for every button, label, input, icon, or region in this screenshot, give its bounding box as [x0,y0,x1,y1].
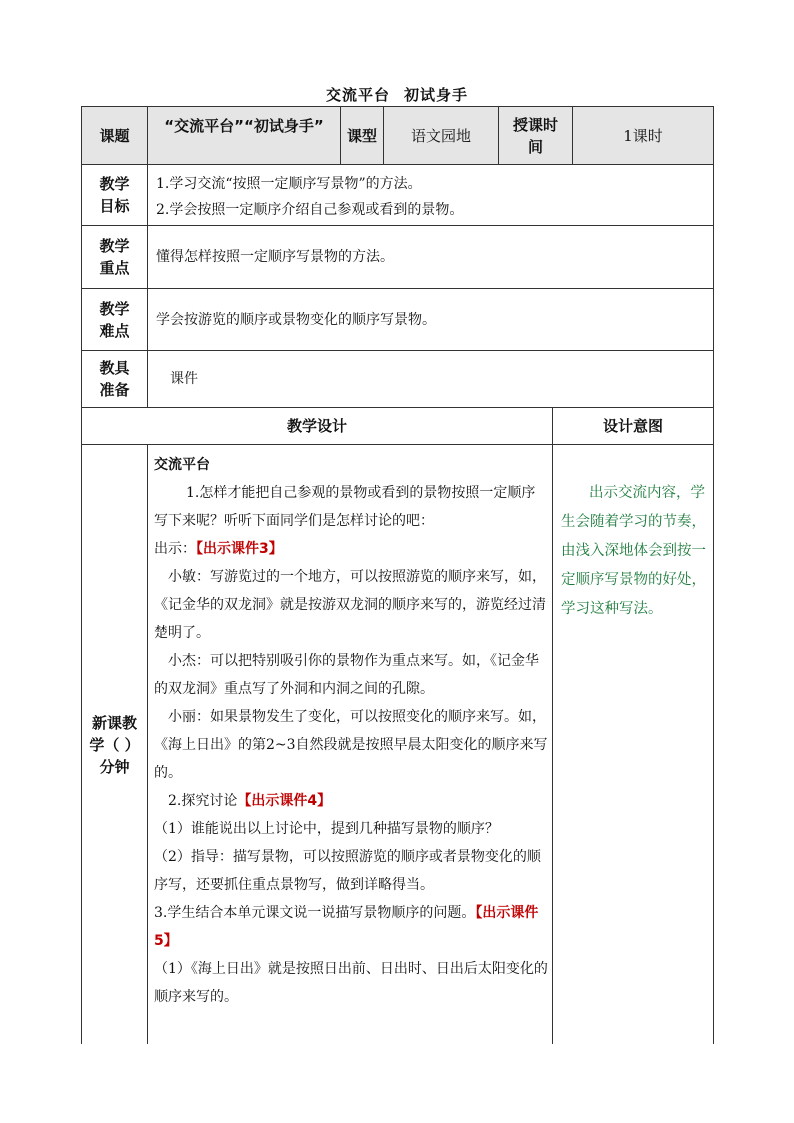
label-type: 课型 [340,106,384,165]
title-part-1: 交流平台 [325,86,390,104]
difficulties-content [147,288,714,351]
content-p8: （2）指导：描写景物，可以按照游览的顺序或者景物变化的顺序写，还要抓住重点景物写，做到详略得当。 [154,849,541,893]
design-header: 教学设计 [81,407,553,445]
content-p6-tag: 【出示课件4】 [237,793,332,809]
key-points-content [147,225,714,289]
label-materials: 教具准备 [81,350,148,408]
label-difficulties: 教学难点 [81,288,148,351]
content-p9 [154,899,548,955]
materials-line: 课件 [170,371,198,387]
content-p2-tag: 【出示课件3】 [196,541,283,557]
content-p4: 小杰：可以把特别吸引你的景物作为重点来写。如，《记金华的双龙洞》重点写了外洞和内洞之间的孔隙。 [154,653,539,697]
content-p2-prefix: 出示： [154,541,196,557]
label-topic: 课题 [81,106,148,165]
content-heading: 交流平台 [154,457,210,473]
content-p3: 小敏：写游览过的一个地方，可以按照游览的顺序来写，如，《记金华的双龙洞》就是按游双龙洞的顺序来写的，游览经过清楚明了。 [154,569,546,641]
content-p9-tag: 【出示课件5】 [154,905,539,949]
document-title [0,84,794,105]
label-objectives: 教学目标 [81,164,148,226]
topic-value: “交流平台”“初试身手” [147,106,341,165]
content-p7: （1）谁能说出以上讨论中，提到几种描写景物的顺序？ [154,821,499,837]
content-p5: 小丽：如果景物发生了变化，可以按照变化的顺序来写。如，《海上日出》的第2~3自然段就是按照早晨太阳变化的顺序来写的。 [154,709,548,781]
content-p1: 1.怎样才能把自己参观的景物或看到的景物按照一定顺序写下来呢？听听下面同学们是怎样讨论的吧： [154,485,536,529]
difficulty-line: 学会按游览的顺序或景物变化的顺序写景物。 [156,311,436,328]
teaching-content [147,444,553,1044]
time-value: 1课时 [572,106,714,165]
content-p2 [154,535,548,563]
objective-line-1: 1.学习交流“按照一定顺序写景物”的方法。 [156,176,422,192]
content-p6-prefix: 2.探究讨论 [168,793,238,809]
key-point-line: 懂得怎样按照一定顺序写景物的方法。 [156,249,394,265]
content-p10: （1）《海上日出》就是按照日出前、日出时、日出后太阳变化的顺序来写的。 [154,961,548,1005]
objectives-content [147,164,714,226]
objective-line-2: 2.学会按照一定顺序介绍自己参观或看到的景物。 [156,202,464,218]
content-p6 [154,787,548,815]
label-key-points: 教学重点 [81,225,148,289]
type-value: 语文园地 [383,106,499,165]
title-part-2: 初试身手 [404,86,469,104]
intent-header: 设计意图 [552,407,714,445]
intent-text: 出示交流内容，学生会随着学习的节奏，由浅入深地体会到按一定顺序写景物的好处，学习这种写法。 [561,485,706,617]
label-time: 授课时间 [498,106,573,165]
content-p9-prefix: 3.学生结合本单元课文说一说描写景物顺序的问题。 [154,905,476,921]
section-label: 新课教学（ ）分钟 [81,444,148,1044]
intent-cell [552,444,714,1044]
materials-content [147,350,714,408]
